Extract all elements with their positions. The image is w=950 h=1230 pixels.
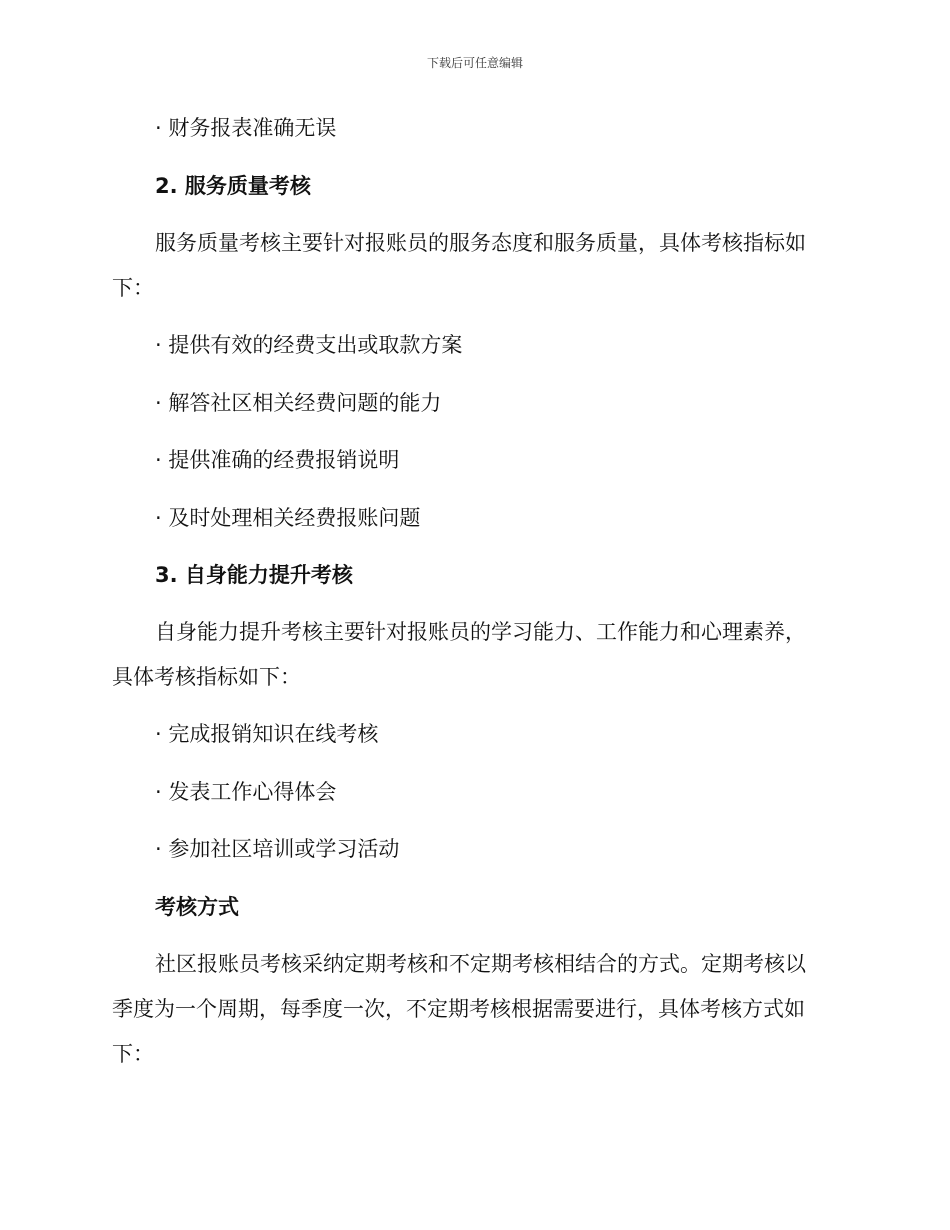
list-item: · 完成报销知识在线考核 (155, 722, 379, 746)
paragraph-line: 服务质量考核主要针对报账员的服务态度和服务质量，具体考核指标如 (155, 231, 806, 255)
paragraph-line: 具体考核指标如下： (112, 665, 301, 689)
page-header: 下载后可任意编辑 (426, 56, 523, 70)
list-item: · 提供有效的经费支出或取款方案 (155, 333, 463, 357)
list-item: · 解答社区相关经费问题的能力 (155, 391, 442, 415)
section-heading: 考核方式 (155, 895, 239, 919)
paragraph-line: 下： (112, 1042, 154, 1066)
section-heading: 2. 服务质量考核 (155, 174, 311, 198)
paragraph-line: 季度为一个周期，每季度一次，不定期考核根据需要进行，具体考核方式如 (112, 997, 805, 1021)
list-item: · 参加社区培训或学习活动 (155, 837, 400, 861)
paragraph-line: 下： (112, 276, 154, 300)
list-item: · 提供准确的经费报销说明 (155, 448, 400, 472)
paragraph-line: 社区报账员考核采纳定期考核和不定期考核相结合的方式。定期考核以 (155, 952, 806, 976)
section-heading: 3. 自身能力提升考核 (155, 563, 353, 587)
list-item: · 及时处理相关经费报账问题 (155, 506, 421, 530)
list-item: · 财务报表准确无误 (155, 116, 337, 140)
paragraph-line: 自身能力提升考核主要针对报账员的学习能力、工作能力和心理素养， (155, 620, 806, 644)
list-item: · 发表工作心得体会 (155, 780, 337, 804)
